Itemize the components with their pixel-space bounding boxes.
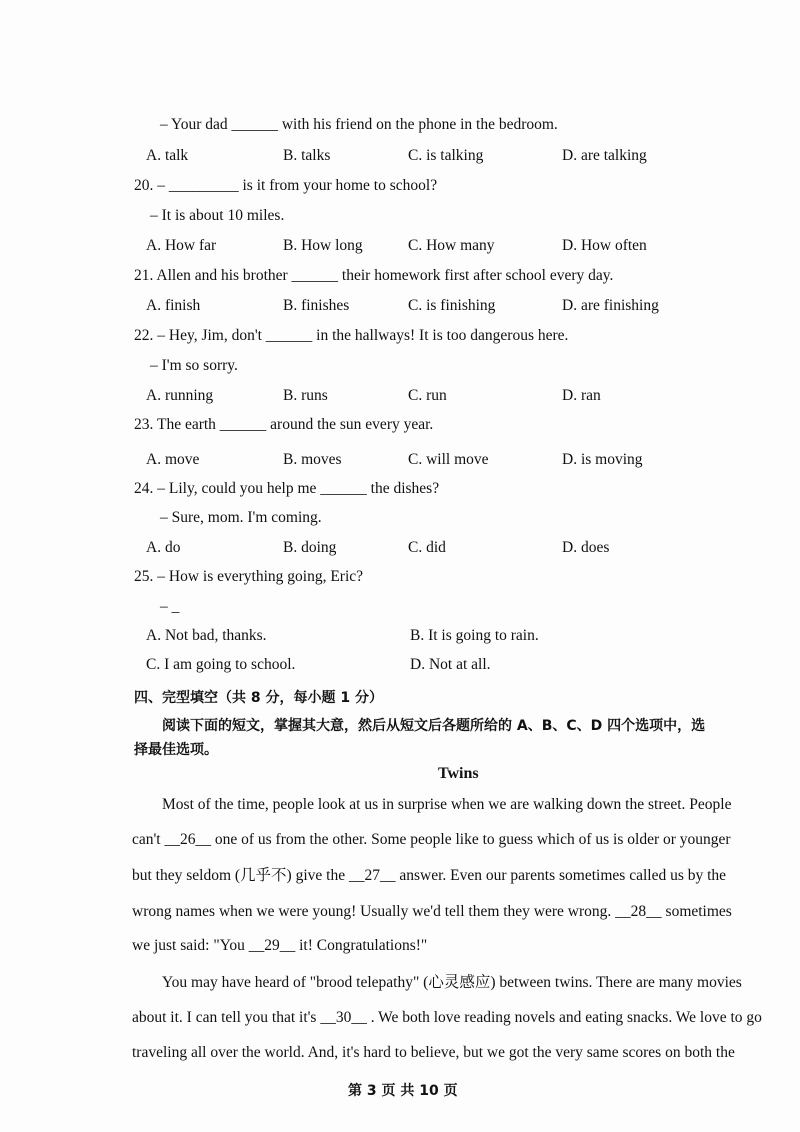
q21-option-d: D. are finishing [562, 297, 659, 314]
passage-line: You may have heard of "brood telepathy" (心灵感应) between twins. There are many movies [162, 974, 742, 991]
q21-option-c: C. is finishing [408, 297, 496, 314]
q25-option-b: B. It is going to rain. [410, 627, 539, 644]
q25-stem: 25. – How is everything going, Eric? [134, 568, 364, 585]
q19-option-b: B. talks [283, 147, 331, 164]
q24-option-a: A. do [146, 539, 181, 556]
q23-option-d: D. is moving [562, 451, 643, 468]
passage-line: Most of the time, people look at us in surprise when we are walking down the street. People [162, 796, 732, 813]
q19-option-c: C. is talking [408, 147, 484, 164]
passage-line: we just said: "You __29__ it! Congratulations!" [132, 937, 428, 954]
q19-line: – Your dad ______ with his friend on the phone in the bedroom. [160, 116, 558, 133]
q21-option-a: A. finish [146, 297, 201, 314]
passage-line: can't __26__ one of us from the other. Some people like to guess which of us is older or younger [132, 831, 731, 848]
q20-answer-line: – It is about 10 miles. [150, 207, 285, 224]
q25-option-c: C. I am going to school. [146, 656, 296, 673]
q24-option-c: C. did [408, 539, 446, 556]
section-heading: 四、完型填空（共 8 分，每小题 1 分） [134, 690, 383, 706]
q22-option-d: D. ran [562, 387, 601, 404]
q22-option-a: A. running [146, 387, 214, 404]
q19-option-d: D. are talking [562, 147, 647, 164]
q23-stem: 23. The earth ______ around the sun every year. [134, 416, 434, 433]
q24-stem: 24. – Lily, could you help me ______ the dishes? [134, 480, 440, 497]
section-instruction-line1: 阅读下面的短文，掌握其大意，然后从短文后各题所给的 A、B、C、D 四个选项中，选 [162, 718, 706, 734]
q23-option-c: C. will move [408, 451, 489, 468]
q22-stem: 22. – Hey, Jim, don't ______ in the hallways! It is too dangerous here. [134, 327, 569, 344]
q21-option-b: B. finishes [283, 297, 350, 314]
q25-option-d: D. Not at all. [410, 656, 491, 673]
page-footer: 第 3 页 共 10 页 [348, 1083, 458, 1099]
q24-option-d: D. does [562, 539, 610, 556]
q23-option-b: B. moves [283, 451, 342, 468]
q25-answer-line: – _ [160, 598, 180, 615]
q20-option-d: D. How often [562, 237, 647, 254]
q19-option-a: A. talk [146, 147, 189, 164]
passage-line: wrong names when we were young! Usually we'd tell them they were wrong. __28__ sometimes [132, 903, 732, 920]
passage-line: traveling all over the world. And, it's hard to believe, but we got the very same scores on both the [132, 1044, 735, 1061]
q24-option-b: B. doing [283, 539, 337, 556]
q24-answer-line: – Sure, mom. I'm coming. [160, 509, 322, 526]
q23-option-a: A. move [146, 451, 200, 468]
section-instruction-line2: 择最佳选项。 [134, 742, 218, 758]
q20-option-c: C. How many [408, 237, 495, 254]
passage-line: about it. I can tell you that it's __30__ . We both love reading novels and eating snacks. We love to go [132, 1009, 762, 1026]
q25-option-a: A. Not bad, thanks. [146, 627, 267, 644]
q22-option-b: B. runs [283, 387, 328, 404]
passage-line: but they seldom (几乎不) give the __27__ answer. Even our parents sometimes called us by the [132, 867, 727, 884]
q20-option-b: B. How long [283, 237, 363, 254]
q22-answer-line: – I'm so sorry. [150, 357, 238, 374]
q20-option-a: A. How far [146, 237, 217, 254]
q21-stem: 21. Allen and his brother ______ their homework first after school every day. [134, 267, 614, 284]
q22-option-c: C. run [408, 387, 447, 404]
passage-title: Twins [438, 765, 479, 782]
q20-stem: 20. – _________ is it from your home to school? [134, 177, 438, 194]
